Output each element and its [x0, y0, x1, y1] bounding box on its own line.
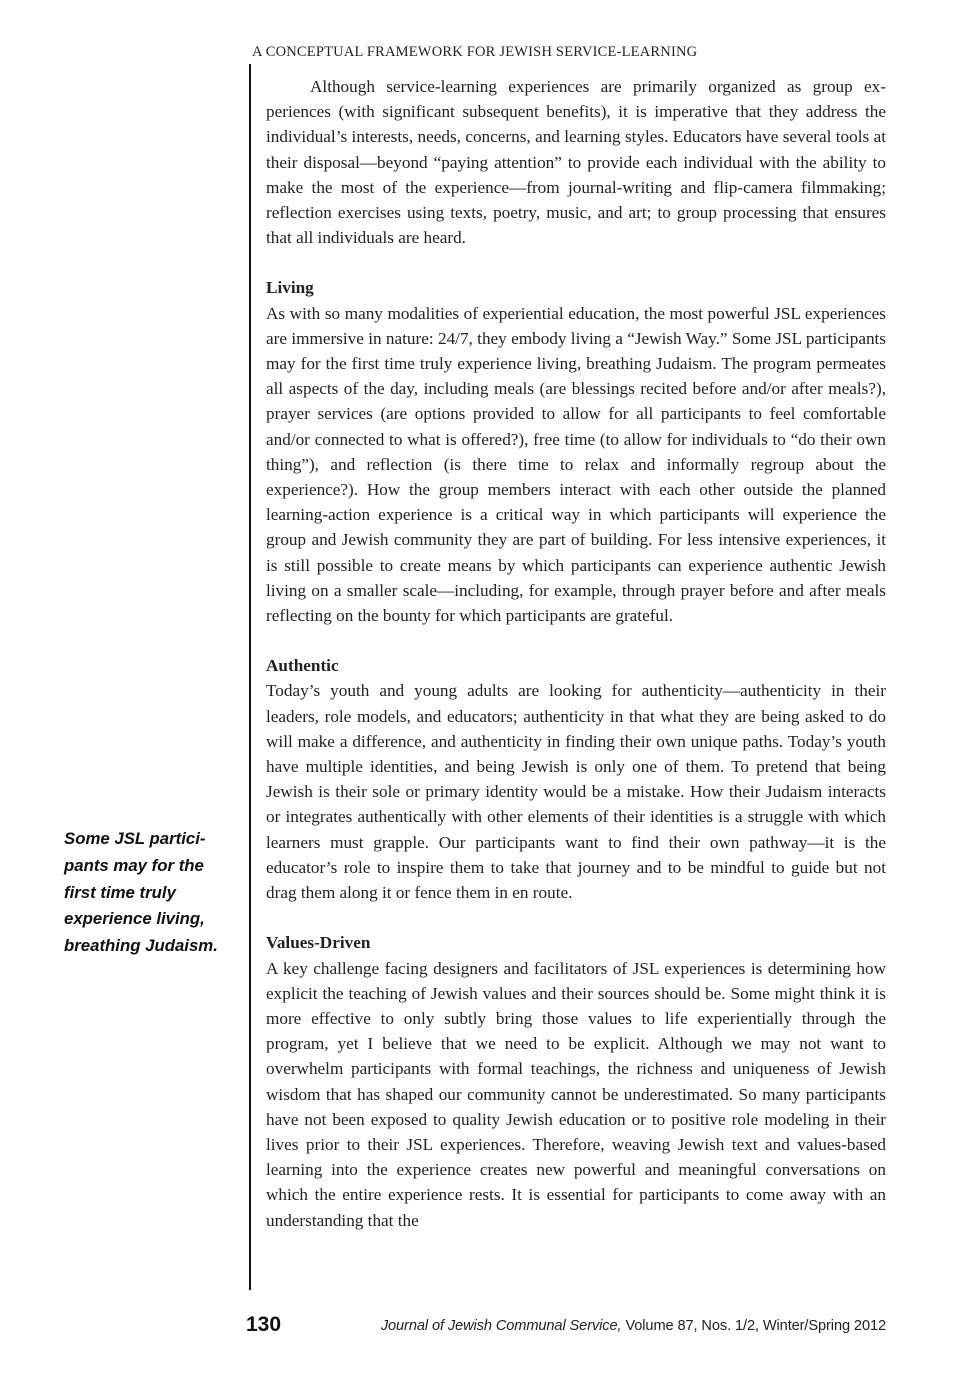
- running-head: A CONCEPTUAL FRAMEWORK FOR JEWISH SERVICE-LEARNING: [252, 44, 698, 60]
- section-heading-living: Living: [266, 278, 314, 298]
- page-number: 130: [246, 1313, 282, 1336]
- section-living: [266, 275, 886, 628]
- main-text-column: [266, 74, 886, 1233]
- section-heading-values-driven: Values-Driven: [266, 933, 371, 953]
- section-body-living: As with so many modalities of experiential education, the most powerful JSL experiences are immersive in nature: 24/7, they embody living a “Jewish Way.” Some JSL participants may for the first time truly experience living, breathing Judaism. The program permeates all aspects of the day, including meals (are blessings recited before and/or after meals?), prayer services (are options provided to allow for all participants to feel comfortable and/or connected to what is offered?), free time (to allow for individuals to “do their own thing”), and reflection (is there time to relax and informally regroup about the experience?). How the group members interact with each other outside the planned learning-action experience is a critical way in which participants will experience the group and Jewish community they are part of building. For less intensive experiences, it is still possible to create means by which participants can experience authentic Jewish living on a smaller scale—including, for example, through prayer before and after meals reflecting on the bounty for which participants are grateful.: [266, 303, 886, 626]
- section-body-authentic: Today’s youth and young adults are looking for authenticity—authenticity in their leaders, role models, and educators; authenticity in that what they are being asked to do will make a difference, and authenticity in finding their own unique paths. Today’s youth have multiple identities, and being Jewish is only one of them. To pretend that being Jewish is their sole or primary identity would be a mistake. How their Judaism interacts or integrates authentically with other elements of their identities is a struggle with which learners must grapple. Our participants want to find their own pathway—it is the educator’s role to inspire them to take that journey and to be mindful to guide but not drag them along it or fence them in en route.: [266, 681, 886, 903]
- intro-paragraph: Although service-learning experiences are primarily organized as group experiences (with significant subsequent benefits), it is imperative that they address the individual’s interests, needs, concerns, and learning styles. Educators have several tools at their disposal—beyond “paying attention” to provide each individual with the ability to make the most of the experience—from journal-writing and flip-camera filmmaking; reflection exercises using texts, poetry, music, and art; to group processing that ensures that all individuals are heard.: [266, 77, 886, 248]
- pull-quote: Some JSL partici-pants may for the first time truly experience living, breathing Judaism.: [64, 829, 218, 956]
- column-rule: [249, 64, 251, 1290]
- journal-issue: Volume 87, Nos. 1/2, Winter/Spring 2012: [625, 1318, 886, 1334]
- section-authentic: [266, 653, 886, 905]
- section-values-driven: [266, 930, 886, 1232]
- journal-name: Journal of Jewish Communal Service,: [380, 1318, 622, 1334]
- section-heading-authentic: Authentic: [266, 656, 339, 676]
- section-body-values-driven: A key challenge facing designers and facilitators of JSL experiences is determining how explicit the teaching of Jewish values and their sources should be. Some might think it is more effective to only subtly bring those values to life experientially through the program, yet I believe that we need to be explicit. Although we may not want to overwhelm participants with formal teachings, the richness and uniqueness of Jewish wisdom that has shaped our community cannot be underestimated. So many participants have not been exposed to quality Jewish education or to positive role modeling in their lives prior to their JSL experiences. Therefore, weaving Jewish text and values-based learning into the experience creates new powerful and meaningful conversations on which the entire experience rests. It is essential for participants to come away with an understanding that the: [266, 958, 886, 1230]
- journal-citation: [381, 1318, 886, 1334]
